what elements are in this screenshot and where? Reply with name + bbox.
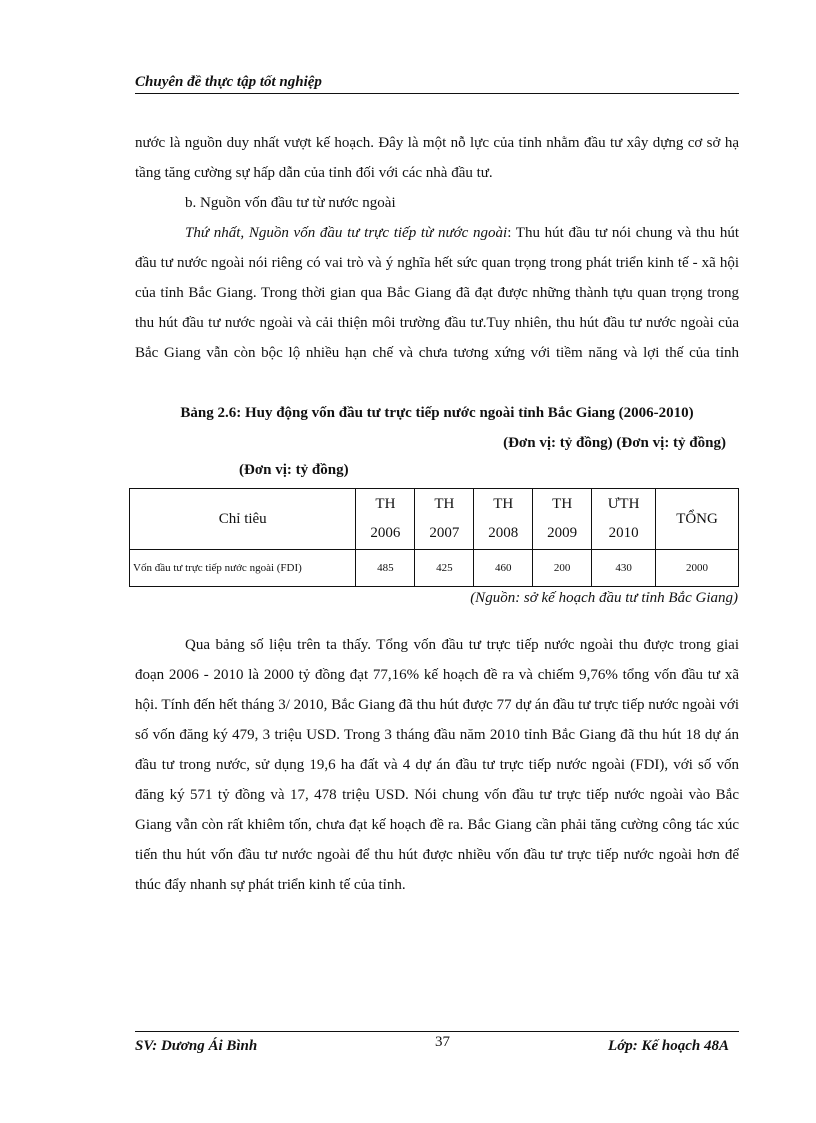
table-cell-total: 2000 [656, 550, 739, 587]
header-cell-year: TH 2009 [533, 489, 592, 550]
fdi-table [129, 488, 739, 587]
paragraph-continuation: nước là nguồn duy nhất vượt kế hoạch. Đây là một nỗ lực của tỉnh nhằm đầu tư xây dựng cơ sở hạ tầng tăng cường sự hấp dẫn của tỉnh đối với các nhà đầu tư. [135, 135, 739, 181]
table-header-row [130, 489, 739, 550]
paragraph-fdi-intro [135, 218, 739, 368]
table-cell: 485 [356, 550, 415, 587]
header-cell-year: TH 2008 [474, 489, 533, 550]
table-cell: 460 [474, 550, 533, 587]
header-cell-total: TỔNG [656, 489, 739, 550]
header-cell-year: TH 2007 [415, 489, 474, 550]
footer-class: Lớp: Kế hoạch 48A [608, 1038, 729, 1054]
bottom-body-text [135, 630, 739, 900]
row-label: Vốn đầu tư trực tiếp nước ngoài (FDI) [130, 550, 356, 587]
section-heading-b: b. Nguồn vốn đầu tư từ nước ngoài [185, 195, 396, 211]
table-cell: 425 [415, 550, 474, 587]
header-cell-year: ƯTH 2010 [592, 489, 656, 550]
table-cell: 430 [592, 550, 656, 587]
page-footer [135, 1031, 739, 1054]
header-cell-label: Chỉ tiêu [130, 489, 356, 550]
table-cell: 200 [533, 550, 592, 587]
table-unit-line: (Đơn vị: tỷ đồng) (Đơn vị: tỷ đồng) [503, 435, 726, 451]
table-unit-line-2: (Đơn vị: tỷ đồng) [239, 462, 349, 478]
table-title: Bảng 2.6: Huy động vốn đầu tư trực tiếp nước ngoài tỉnh Bắc Giang (2006-2010) [180, 405, 694, 421]
table-source: (Nguồn: sở kế hoạch đầu tư tỉnh Bắc Giang) [470, 590, 738, 606]
header-cell-year: TH 2006 [356, 489, 415, 550]
header-title: Chuyên đề thực tập tốt nghiệp [135, 74, 322, 90]
paragraph-lead-italic: Thứ nhất, Nguồn vốn đầu tư trực tiếp từ nước ngoài [185, 225, 508, 241]
footer-student: SV: Dương Ái Bình [135, 1038, 258, 1054]
page-header [135, 74, 739, 94]
top-body-text [135, 128, 739, 368]
table-row [130, 550, 739, 587]
paragraph-analysis: Qua bảng số liệu trên ta thấy. Tổng vốn đầu tư trực tiếp nước ngoài thu được trong giai đoạn 2006 - 2010 là 2000 tỷ đồng đạt 77,16% kế hoạch đề ra và chiếm 9,76% tổng vốn đầu tư xã hội. Tính đến hết tháng 3/ 2010, Bắc Giang đã thu hút được 77 dự án đầu tư trực tiếp nước ngoài với số vốn đăng ký 479, 3 triệu USD. Trong 3 tháng đầu năm 2010 tỉnh Bắc Giang đã thu hút 18 dự án đầu tư trong nước, sử dụng 19,6 ha đất và 4 dự án đầu tư trực tiếp nước ngoài (FDI), với số vốn đăng ký 571 tỷ đồng và 17, 478 triệu USD. Nói chung vốn đầu tư trực tiếp nước ngoài vào Bắc Giang vẫn còn rất khiêm tốn, chưa đạt kế hoạch đề ra. Bắc Giang cần phải tăng cường công tác xúc tiến thu hút vốn đầu tư nước ngoài để thu hút được nhiều vốn đầu tư trực tiếp nước ngoài hơn để thúc đẩy nhanh sự phát triển kinh tế của tỉnh. [135, 637, 739, 893]
paragraph-lead-rest: : Thu hút đầu tư nói chung và thu hút đầu tư nước ngoài nói riêng có vai trò và ý nghĩa hết sức quan trọng trong phát triển kinh tế - xã hội của tỉnh Bắc Giang. Trong thời gian qua Bắc Giang đã đạt được những thành tựu quan trọng trong thu hút đầu tư nước ngoài và cải thiện môi trường đầu tư.Tuy nhiên, thu hút đầu tư nước ngoài của Bắc Giang vẫn còn bộc lộ nhiều hạn chế và chưa tương xứng với tiềm năng và lợi thế của tỉnh [135, 225, 740, 361]
page-number: 37 [435, 1034, 450, 1050]
